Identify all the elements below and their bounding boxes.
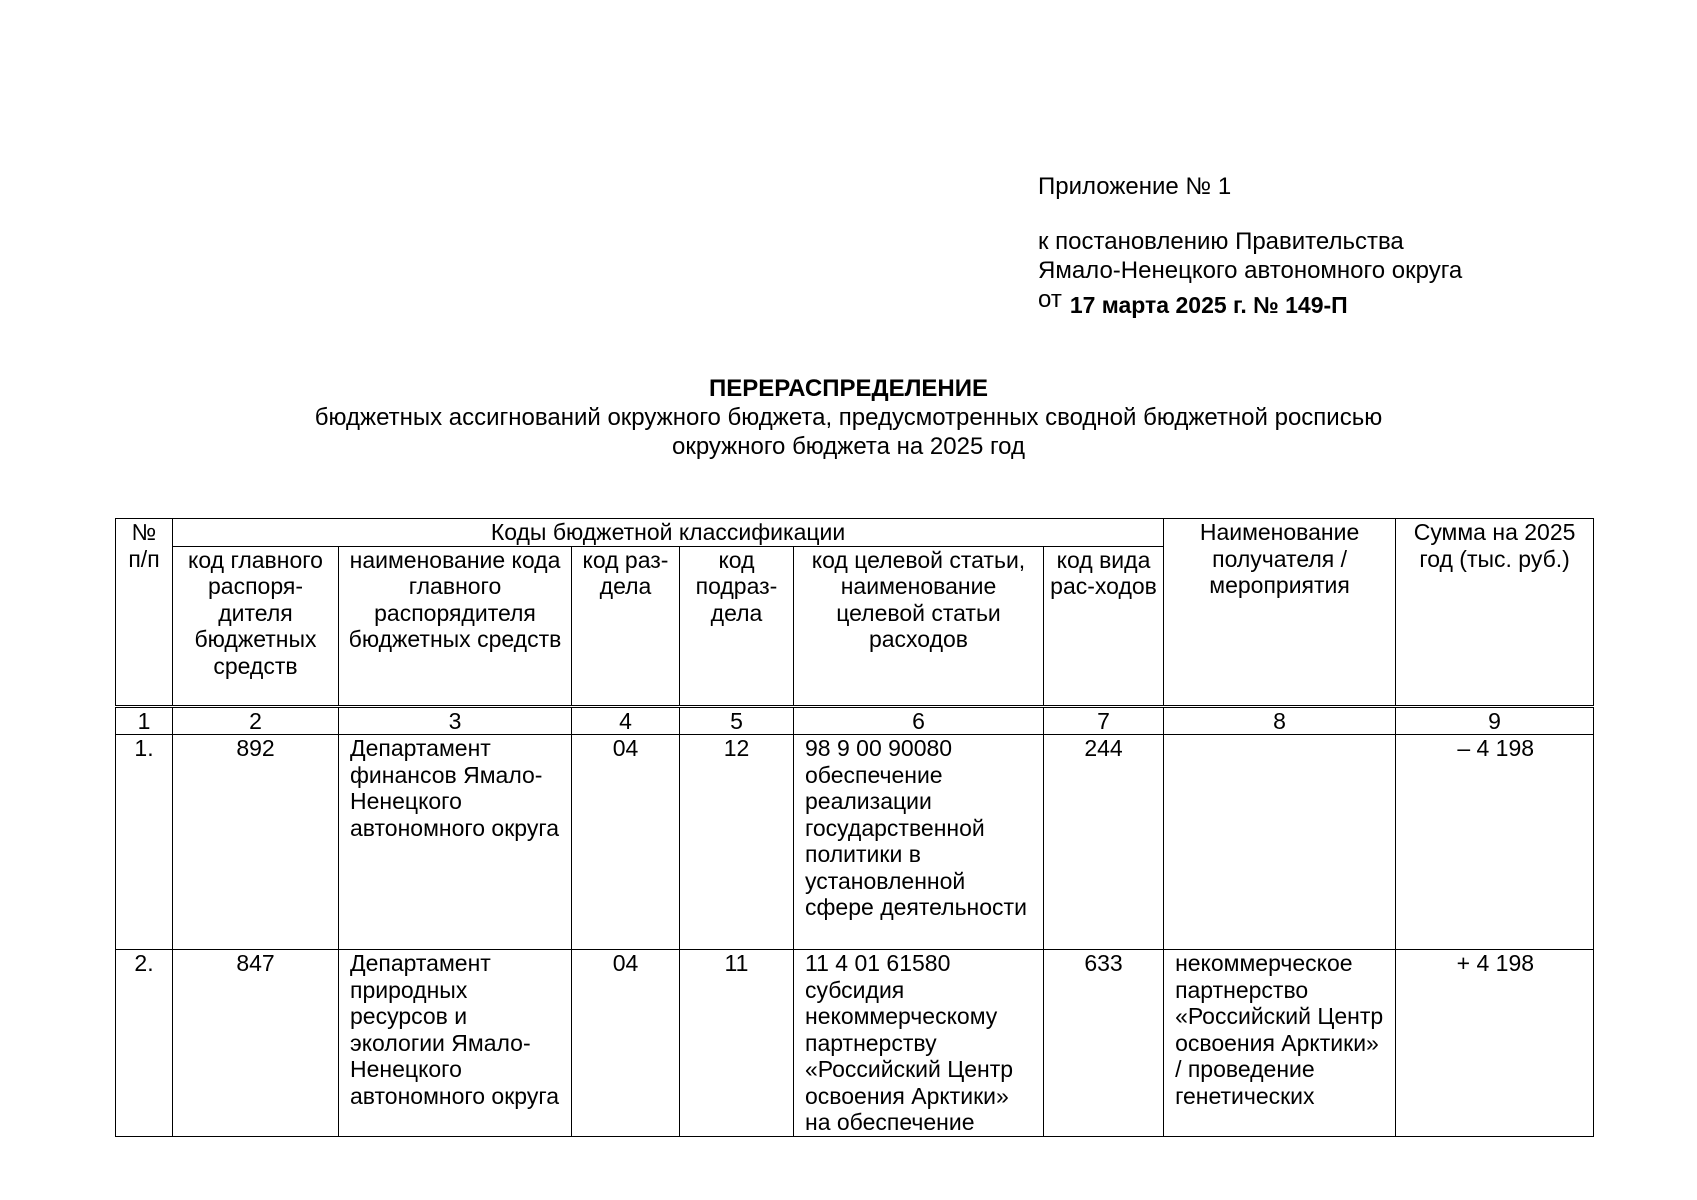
header-recipient: Наименование получателя / мероприятия	[1164, 519, 1396, 707]
appendix-number: Приложение № 1	[1038, 173, 1232, 200]
row-recipient: некоммерческое партнерство «Российский Центр освоения Арктики» / проведение генетических	[1164, 950, 1396, 1137]
column-number: 7	[1044, 706, 1164, 735]
appendix-government: Ямало-Ненецкого автономного округа	[1038, 257, 1463, 284]
row-main-manager-name: Департамент природных ресурсов и экологии Ямало-Ненецкого автономного округа	[339, 950, 572, 1137]
redistribution-table	[115, 518, 1594, 1137]
header-num: № п/п	[116, 519, 173, 707]
header-codes-group: Коды бюджетной классификации	[173, 519, 1164, 547]
column-number: 5	[680, 706, 794, 735]
appendix-date-line	[1038, 285, 1462, 318]
row-subsection-code: 12	[680, 735, 794, 950]
header-target-article: код целевой статьи, наименование целевой статьи расходов	[794, 546, 1044, 706]
appendix-block	[1038, 172, 1463, 318]
column-number: 9	[1396, 706, 1594, 735]
row-num: 1.	[116, 735, 173, 950]
column-number: 6	[794, 706, 1044, 735]
row-target-article: 98 9 00 90080 обеспечение реализации государственной политики в установленной сфере деятельности	[794, 735, 1044, 950]
title-subtitle-1: бюджетных ассигнований окружного бюджета, предусмотренных сводной бюджетной росписью	[314, 404, 1383, 431]
column-number: 1	[116, 706, 173, 735]
row-recipient	[1164, 735, 1396, 950]
table-row	[116, 735, 1594, 950]
document-title	[0, 374, 1697, 461]
appendix-reference: к постановлению Правительства	[1038, 228, 1404, 255]
table-row	[116, 950, 1594, 1137]
header-main-manager-name: наименование кода главного распорядителя бюджетных средств	[339, 546, 572, 706]
row-target-article: 11 4 01 61580 субсидия некоммерческому партнерству «Российский Центр освоения Арктики» на обеспечение	[794, 950, 1044, 1137]
appendix-date-prefix: от	[1038, 286, 1062, 313]
row-main-manager-code: 892	[173, 735, 339, 950]
row-amount: – 4 198	[1396, 735, 1594, 950]
title-main: ПЕРЕРАСПРЕДЕЛЕНИЕ	[708, 375, 989, 402]
row-expense-type: 244	[1044, 735, 1164, 950]
header-amount: Сумма на 2025 год (тыс. руб.)	[1396, 519, 1594, 707]
column-number: 8	[1164, 706, 1396, 735]
row-expense-type: 633	[1044, 950, 1164, 1137]
row-subsection-code: 11	[680, 950, 794, 1137]
header-row-1	[116, 519, 1594, 547]
appendix-date-value: 17 марта 2025 г. № 149-П	[1069, 292, 1348, 318]
title-subtitle-2: окружного бюджета на 2025 год	[671, 433, 1026, 460]
column-number: 4	[572, 706, 680, 735]
header-main-manager-code: код главного распоря-дителя бюджетных средств	[173, 546, 339, 706]
header-subsection-code: код подраз-дела	[680, 546, 794, 706]
column-number: 3	[339, 706, 572, 735]
column-number: 2	[173, 706, 339, 735]
row-section-code: 04	[572, 950, 680, 1137]
row-section-code: 04	[572, 735, 680, 950]
header-expense-type: код вида рас-ходов	[1044, 546, 1164, 706]
row-main-manager-name: Департамент финансов Ямало-Ненецкого автономного округа	[339, 735, 572, 950]
row-amount: + 4 198	[1396, 950, 1594, 1137]
column-number-row	[116, 706, 1594, 735]
header-section-code: код раз-дела	[572, 546, 680, 706]
row-main-manager-code: 847	[173, 950, 339, 1137]
row-num: 2.	[116, 950, 173, 1137]
